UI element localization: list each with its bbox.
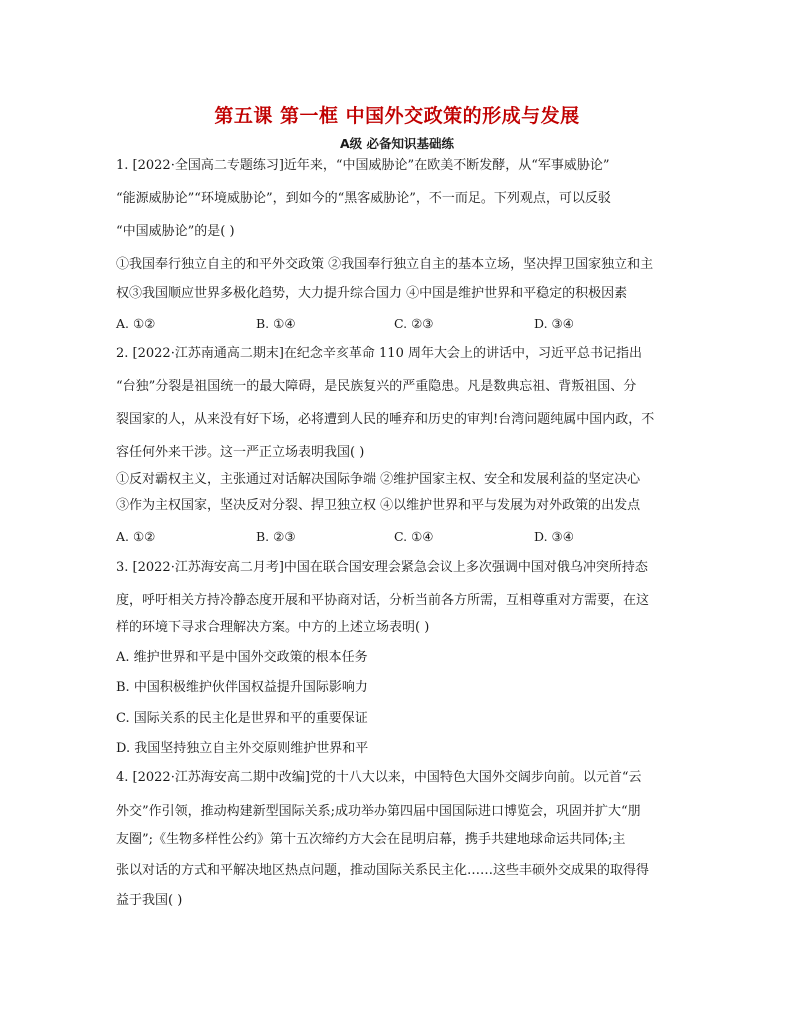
statement-line: ①我国奉行独立自主的和平外交政策 ②我国奉行独立自主的基本立场，坚决捍卫国家独立和主	[116, 257, 654, 272]
question-line: 益于我国( )	[116, 893, 183, 908]
question-line: 裂国家的人，从来没有好下场，必将遭到人民的唾弃和历史的审判!台湾问题纯属中国内政，不	[116, 412, 655, 427]
option-a[interactable]: A. ①②	[116, 529, 156, 544]
question-line: 2. [2022·江苏南通高二期末]在纪念辛亥革命 110 周年大会上的讲话中，习近平总书记指出	[116, 346, 642, 361]
question-line: “台独”分裂是祖国统一的最大障碍，是民族复兴的严重隐患。凡是数典忘祖、背叛祖国、分	[116, 379, 637, 394]
choice-b[interactable]: B. 中国积极维护伙伴国权益提升国际影响力	[116, 680, 368, 695]
statement-line: 权③我国顺应世界多极化趋势，大力提升综合国力 ④中国是维护世界和平稳定的积极因素	[116, 286, 628, 301]
question-line: 外交”作引领，推动构建新型国际关系;成功举办第四届中国国际进口博览会，巩固并扩大“朋	[116, 804, 641, 819]
question-line: 张以对话的方式和平解决地区热点问题，推动国际关系民主化……这些丰硕外交成果的取得得	[116, 863, 650, 878]
option-d[interactable]: D. ③④	[534, 316, 574, 331]
question-line: 4. [2022·江苏海安高二期中改编]党的十八大以来，中国特色大国外交阔步向前。以元首“云	[116, 770, 642, 785]
option-c[interactable]: C. ①④	[394, 529, 434, 544]
page-title: 第五课 第一框 中国外交政策的形成与发展	[214, 105, 580, 127]
question-line: 1. [2022·全国高二专题练习]近年来，“中国威胁论”在欧美不断发酵，从“军事威胁论”	[116, 158, 610, 173]
question-line: 3. [2022·江苏海安高二月考]中国在联合国安理会紧急会议上多次强调中国对俄乌冲突所持态	[116, 560, 648, 575]
option-b[interactable]: B. ①④	[256, 316, 296, 331]
choice-a[interactable]: A. 维护世界和平是中国外交政策的根本任务	[116, 650, 368, 665]
section-subtitle: A级 必备知识基础练	[339, 136, 455, 151]
choice-d[interactable]: D. 我国坚持独立自主外交原则维护世界和平	[116, 741, 369, 756]
option-c[interactable]: C. ②③	[394, 316, 434, 331]
question-line: “中国威胁论”的是( )	[116, 224, 235, 239]
option-d[interactable]: D. ③④	[534, 529, 574, 544]
question-line: 友圈”;《生物多样性公约》第十五次缔约方大会在昆明启幕，携手共建地球命运共同体;主	[116, 832, 626, 847]
statement-line: ③作为主权国家，坚决反对分裂、捍卫独立权 ④以维护世界和平与发展为对外政策的出发点	[116, 498, 641, 513]
question-line: 样的环境下寻求合理解决方案。中方的上述立场表明( )	[116, 620, 430, 635]
choice-c[interactable]: C. 国际关系的民主化是世界和平的重要保证	[116, 711, 368, 726]
option-a[interactable]: A. ①②	[116, 316, 156, 331]
question-line: 度，呼吁相关方持冷静态度开展和平协商对话，分析当前各方所需，互相尊重对方需要，在这	[116, 593, 650, 608]
question-line: 容任何外来干涉。这一严正立场表明我国( )	[116, 445, 365, 460]
statement-line: ①反对霸权主义，主张通过对话解决国际争端 ②维护国家主权、安全和发展利益的坚定决心	[116, 472, 641, 487]
option-b[interactable]: B. ②③	[256, 529, 296, 544]
question-line: “能源威胁论”“环境威胁论”，到如今的“黑客威胁论”，不一而足。下列观点，可以反驳	[116, 191, 611, 206]
